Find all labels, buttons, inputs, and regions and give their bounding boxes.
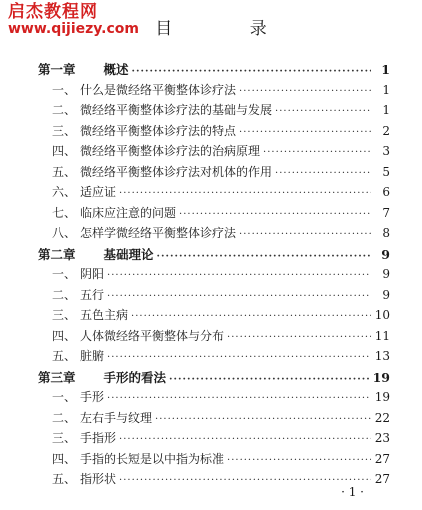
toc-entry-title: 指形状 [80, 472, 117, 486]
toc-entry-page: 5 [382, 164, 390, 179]
toc-section-row [38, 183, 390, 204]
toc-entry-number: 二、 [52, 103, 77, 117]
toc-section-row [38, 163, 390, 184]
toc-entry-title: 五色主病 [80, 308, 129, 322]
toc-entry-title: 人体微经络平衡整体与分布 [80, 328, 225, 343]
toc-chapter-row [38, 60, 390, 81]
toc-entry-title: 手形 [80, 390, 105, 404]
toc-leader-dots [131, 311, 371, 322]
toc-entry-number: 七、 [52, 205, 77, 220]
toc-entry-title: 怎样学微经络平衡整体诊疗法 [80, 226, 237, 240]
toc-entry-number: 一、 [52, 267, 77, 281]
toc-entry-number: 五、 [52, 349, 77, 363]
toc-leader-dots [107, 270, 371, 281]
toc-leader-dots [179, 209, 371, 220]
toc-leader-dots [239, 229, 371, 240]
toc-chapter-row [38, 368, 390, 389]
toc-leader-dots [119, 434, 371, 445]
toc-entry-page: 9 [382, 267, 390, 281]
toc-leader-dots [275, 106, 371, 117]
toc-section-row [38, 286, 390, 307]
toc-leader-dots [107, 393, 371, 404]
toc-entry-page: 1 [382, 82, 390, 97]
toc-entry-page: 6 [382, 185, 390, 199]
toc-entry-number: 第一章 [38, 62, 76, 77]
toc-entry-number: 第二章 [38, 246, 76, 262]
toc-entry-title: 适应证 [80, 185, 117, 199]
toc-chapter-row [38, 245, 390, 266]
toc-entry-title: 手形的看法 [103, 369, 167, 385]
toc-leader-dots [132, 66, 371, 77]
toc-leader-dots [239, 127, 371, 138]
toc-entry-page: 8 [382, 226, 390, 240]
table-of-contents [38, 60, 390, 491]
toc-entry-page: 11 [374, 328, 390, 343]
toc-entry-title: 概述 [103, 62, 129, 77]
toc-leader-dots [107, 352, 371, 363]
toc-entry-number: 四、 [52, 451, 77, 466]
toc-entry-page: 23 [374, 431, 390, 445]
toc-entry-page: 19 [374, 390, 390, 404]
toc-entry-title: 微经络平衡整体诊疗法对机体的作用 [80, 164, 273, 179]
toc-section-row [38, 142, 390, 163]
watermark-url: www.qijiezy.com [8, 20, 139, 37]
toc-section-row [38, 265, 390, 286]
toc-leader-dots [227, 455, 371, 466]
toc-leader-dots [107, 291, 371, 302]
toc-entry-number: 三、 [52, 123, 77, 138]
toc-entry-title: 手指形 [80, 431, 117, 445]
toc-leader-dots [169, 374, 370, 385]
toc-leader-dots [263, 147, 371, 158]
toc-section-row [38, 101, 390, 122]
toc-entry-number: 二、 [52, 287, 77, 302]
toc-entry-page: 22 [374, 410, 390, 425]
toc-section-row [38, 327, 390, 348]
toc-entry-page: 13 [374, 349, 390, 363]
toc-entry-number: 六、 [52, 185, 77, 199]
toc-section-row [38, 388, 390, 409]
toc-entry-page: 19 [372, 369, 390, 385]
toc-entry-page: 2 [382, 123, 390, 138]
toc-entry-page: 27 [374, 451, 390, 466]
toc-entry-title: 五行 [80, 287, 105, 302]
toc-entry-title: 脏腑 [80, 349, 105, 363]
toc-leader-dots [119, 188, 371, 199]
toc-entry-page: 10 [374, 308, 390, 322]
toc-entry-number: 五、 [52, 472, 77, 486]
toc-section-row [38, 224, 390, 245]
toc-entry-title: 什么是微经络平衡整体诊疗法 [80, 82, 237, 97]
toc-entry-page: 1 [381, 62, 390, 77]
toc-entry-title: 临床应注意的问题 [80, 205, 177, 220]
toc-entry-title: 基础理论 [103, 246, 154, 262]
toc-entry-title: 手指的长短是以中指为标准 [80, 451, 225, 466]
toc-entry-number: 三、 [52, 308, 77, 322]
toc-section-row [38, 122, 390, 143]
toc-entry-number: 一、 [52, 390, 77, 404]
page-title: 目 录 [155, 19, 303, 39]
toc-entry-title: 阴阳 [80, 267, 105, 281]
toc-entry-page: 3 [382, 144, 390, 158]
toc-entry-number: 四、 [52, 144, 77, 158]
toc-entry-page: 7 [382, 205, 390, 220]
toc-entry-title: 微经络平衡整体诊疗法的特点 [80, 123, 237, 138]
page-number: · 1 · [341, 485, 364, 499]
toc-entry-number: 三、 [52, 431, 77, 445]
toc-leader-dots [155, 414, 371, 425]
toc-entry-page: 9 [381, 246, 390, 262]
toc-entry-title: 微经络平衡整体诊疗法的治病原理 [80, 144, 261, 158]
toc-leader-dots [157, 251, 371, 262]
toc-section-row [38, 204, 390, 225]
toc-section-row [38, 81, 390, 102]
toc-section-row [38, 409, 390, 430]
toc-entry-number: 五、 [52, 164, 77, 179]
toc-leader-dots [239, 86, 371, 97]
toc-section-row [38, 306, 390, 327]
toc-section-row [38, 450, 390, 471]
toc-entry-title: 微经络平衡整体诊疗法的基础与发展 [80, 103, 273, 117]
toc-leader-dots [227, 332, 371, 343]
toc-leader-dots [275, 168, 371, 179]
toc-entry-number: 八、 [52, 226, 77, 240]
toc-entry-page: 1 [382, 103, 390, 117]
toc-section-row [38, 429, 390, 450]
toc-entry-number: 二、 [52, 410, 77, 425]
toc-entry-number: 一、 [52, 82, 77, 97]
watermark-title: 启杰教程网 [8, 2, 98, 22]
toc-entry-title: 左右手与纹理 [80, 410, 153, 425]
toc-section-row [38, 347, 390, 368]
toc-entry-page: 9 [382, 287, 390, 302]
toc-entry-number: 第三章 [38, 369, 76, 385]
toc-entry-page: 27 [374, 472, 390, 486]
toc-entry-number: 四、 [52, 328, 77, 343]
